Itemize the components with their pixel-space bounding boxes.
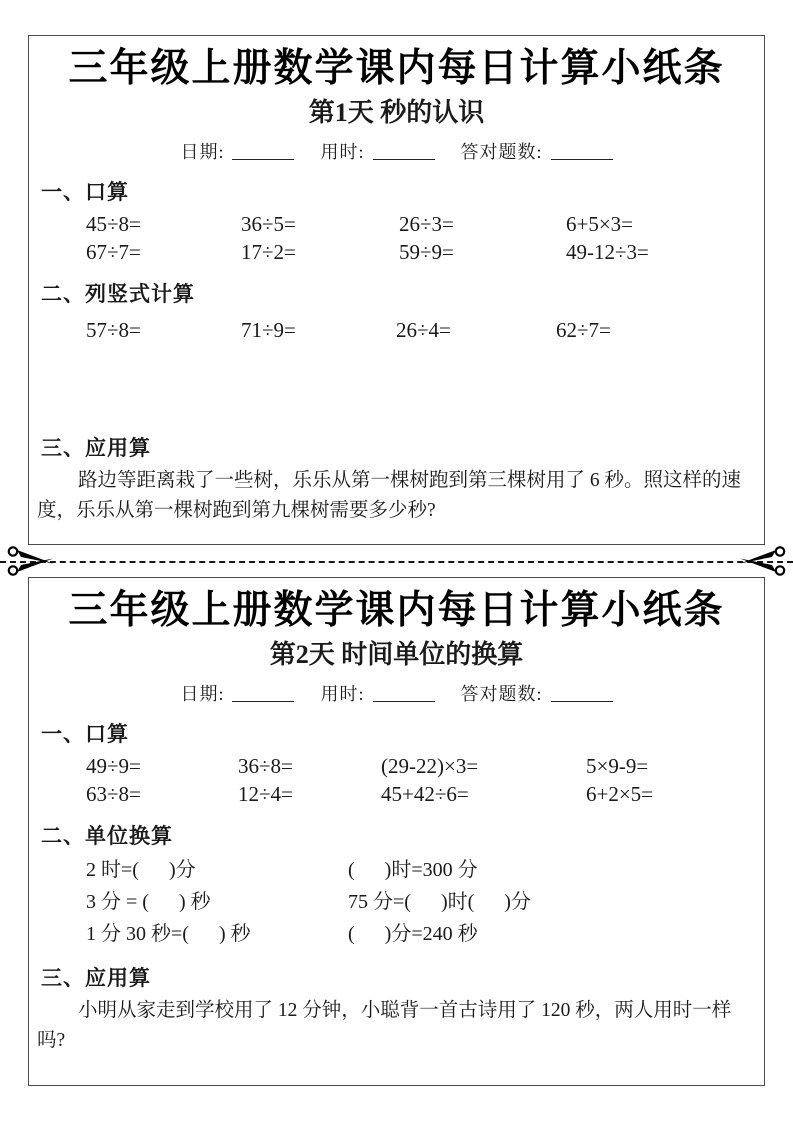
math-problem: 62÷7=: [556, 318, 611, 343]
day2-conversion-heading: 二、单位换算: [41, 824, 173, 849]
day2-word-problem: 小明从家走到学校用了 12 分钟，小聪背一首古诗用了 120 秒，两人用时一样吗?: [37, 1000, 732, 1052]
day1-applied-heading: 三、应用算: [41, 436, 151, 461]
slip-day1: [28, 35, 765, 545]
math-problem: (29-22)×3=: [381, 754, 479, 779]
time-blank: [373, 144, 435, 160]
day2-conversion-problems: [86, 854, 764, 950]
day2-oral-heading: 一、口算: [41, 722, 129, 747]
math-problem: 26÷4=: [396, 318, 451, 343]
math-problem: 67÷7=: [86, 240, 141, 265]
conversion-problem: 3 分 = ( ) 秒: [86, 891, 211, 914]
math-problem: 36÷8=: [238, 754, 293, 779]
math-problem: 57÷8=: [86, 318, 141, 343]
day2-applied-heading: 三、应用算: [41, 966, 151, 991]
time-blank: [373, 686, 435, 702]
day1-oral-problems: [86, 210, 764, 266]
conversion-problem: ( )分=240 秒: [348, 923, 478, 946]
date-blank: [232, 686, 294, 702]
math-problem: 45÷8=: [86, 212, 141, 237]
working-space: [29, 344, 764, 420]
date-label: 日期:: [180, 684, 225, 705]
day1-column-heading: 二、列竖式计算: [41, 282, 195, 307]
day2-oral-problems: [86, 752, 764, 808]
score-label: 答对题数:: [460, 142, 543, 163]
day1-meta-line: [29, 138, 764, 164]
math-problem: 71÷9=: [241, 318, 296, 343]
slip-day2: [28, 577, 765, 1086]
day1-subtitle: 第1天 秒的认识: [308, 97, 485, 127]
day1-oral-heading: 一、口算: [41, 180, 129, 205]
math-problem: 6+5×3=: [566, 212, 634, 237]
math-problem: 45+42÷6=: [381, 782, 469, 807]
conversion-problem: ( )时=300 分: [348, 859, 478, 882]
score-label: 答对题数:: [460, 684, 543, 705]
day2-subtitle: 第2天 时间单位的换算: [269, 639, 524, 669]
cut-dashed-line: [0, 561, 793, 563]
scissors-icon: [739, 546, 787, 576]
math-problem: 5×9-9=: [586, 754, 649, 779]
day2-meta-line: [29, 680, 764, 706]
math-problem: 49÷9=: [86, 754, 141, 779]
math-problem: 6+2×5=: [586, 782, 654, 807]
day1-word-problem: 路边等距离栽了一些树，乐乐从第一棵树跑到第三棵树用了 6 秒。照这样的速度，乐乐从第一棵树跑到第九棵树需要多少秒?: [37, 470, 741, 522]
conversion-problem: 1 分 30 秒=( ) 秒: [86, 923, 251, 946]
math-problem: 63÷8=: [86, 782, 141, 807]
math-problem: 59÷9=: [399, 240, 454, 265]
worksheet-title: 三年级上册数学课内每日计算小纸条: [68, 47, 725, 90]
math-problem: 49-12÷3=: [566, 240, 649, 265]
scissors-icon: [6, 546, 54, 576]
conversion-problem: 75 分=( )时( )分: [348, 891, 531, 914]
worksheet-title: 三年级上册数学课内每日计算小纸条: [68, 589, 725, 632]
conversion-problem: 2 时=( )分: [86, 859, 196, 882]
score-blank: [551, 144, 613, 160]
math-problem: 17÷2=: [241, 240, 296, 265]
math-problem: 26÷3=: [399, 212, 454, 237]
day1-column-problems: [86, 316, 764, 344]
time-label: 用时:: [320, 684, 365, 705]
date-label: 日期:: [180, 142, 225, 163]
math-problem: 36÷5=: [241, 212, 296, 237]
score-blank: [551, 686, 613, 702]
time-label: 用时:: [320, 142, 365, 163]
date-blank: [232, 144, 294, 160]
math-problem: 12÷4=: [238, 782, 293, 807]
